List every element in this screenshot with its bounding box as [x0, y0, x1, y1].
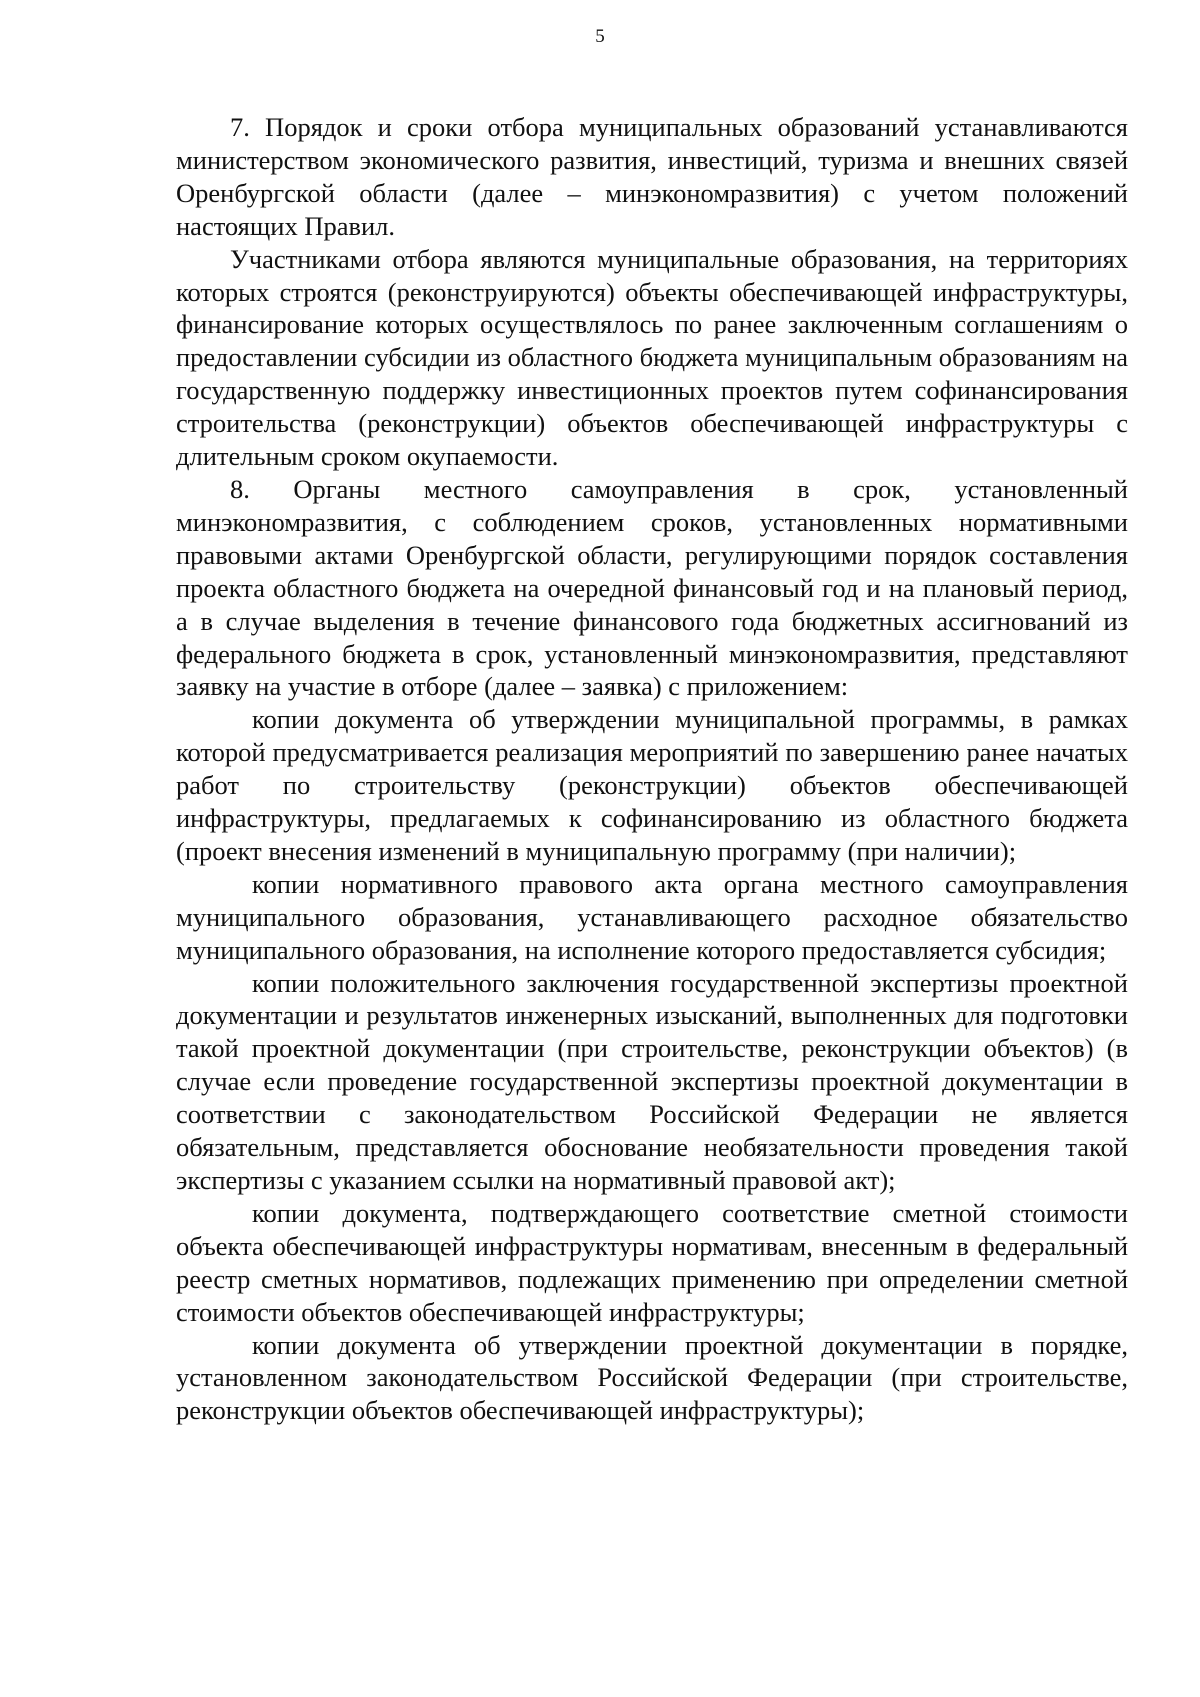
- list-item-estimate-compliance: копии документа, подтверждающего соответствие сметной стоимости объекта обеспечивающей инфраструктуры нормативам, внесенным в федеральный реестр сметных нормативов, подлежащих применению при определении сметной стоимости объектов обеспечивающей инфраструктуры;: [176, 1197, 1128, 1327]
- paragraph-item-8: 8. Органы местного самоуправления в срок, установленный минэкономразвития, с соблюдением сроков, установленных нормативными правовыми актами Оренбургской области, регулирующими порядок составления проекта областного бюджета на очередной финансовый год и на плановый период, а в случае выделения в течение финансового года бюджетных ассигнований из федерального бюджета в срок, установленный минэкономразвития, представляют заявку на участие в отборе (далее – заявка) с приложением:: [176, 473, 1128, 702]
- document-body: [176, 111, 1128, 1427]
- list-item-program-documents: копии документа об утверждении муниципальной программы, в рамках которой предусматривается реализация мероприятий по завершению ранее начатых работ по строительству (реконструкции) объектов обеспечивающей инфраструктуры, предлагаемых к софинансированию из областного бюджета (проект внесения изменений в муниципальную программу (при наличии);: [176, 704, 1128, 866]
- list-item-normative-act: копии нормативного правового акта органа местного самоуправления муниципального образования, устанавливающего расходное обязательство муниципального образования, на исполнение которого предоставляется субсидия;: [176, 868, 1128, 965]
- list-item-expertise-conclusion: копии положительного заключения государственной экспертизы проектной документации и результатов инженерных изысканий, выполненных для подготовки такой проектной документации (при строительстве, реконструкции объектов) (в случае если проведение государственной экспертизы проектной документации в соответствии с законодательством Российской Федерации не является обязательным, представляется обоснование необязательности проведения такой экспертизы с указанием ссылки на нормативный правовой акт);: [176, 967, 1128, 1195]
- paragraph-item-7: 7. Порядок и сроки отбора муниципальных образований устанавливаются министерством экономического развития, инвестиций, туризма и внешних связей Оренбургской области (далее – минэкономразвития) с учетом положений настоящих Правил.: [176, 112, 1128, 241]
- list-item-project-approval: копии документа об утверждении проектной документации в порядке, установленном законодательством Российской Федерации (при строительстве, реконструкции объектов обеспечивающей инфраструктуры);: [176, 1329, 1128, 1426]
- paragraph-selection-participants: Участниками отбора являются муниципальные образования, на территориях которых строятся (реконструируются) объекты обеспечивающей инфраструктуры, финансирование которых осуществлялось по ранее заключенным соглашениям о предоставлении субсидии из областного бюджета муниципальным образованиям на государственную поддержку инвестиционных проектов путем софинансирования строительства (реконструкции) объектов обеспечивающей инфраструктуры с длительным сроком окупаемости.: [176, 243, 1128, 472]
- page-number: 5: [595, 26, 605, 47]
